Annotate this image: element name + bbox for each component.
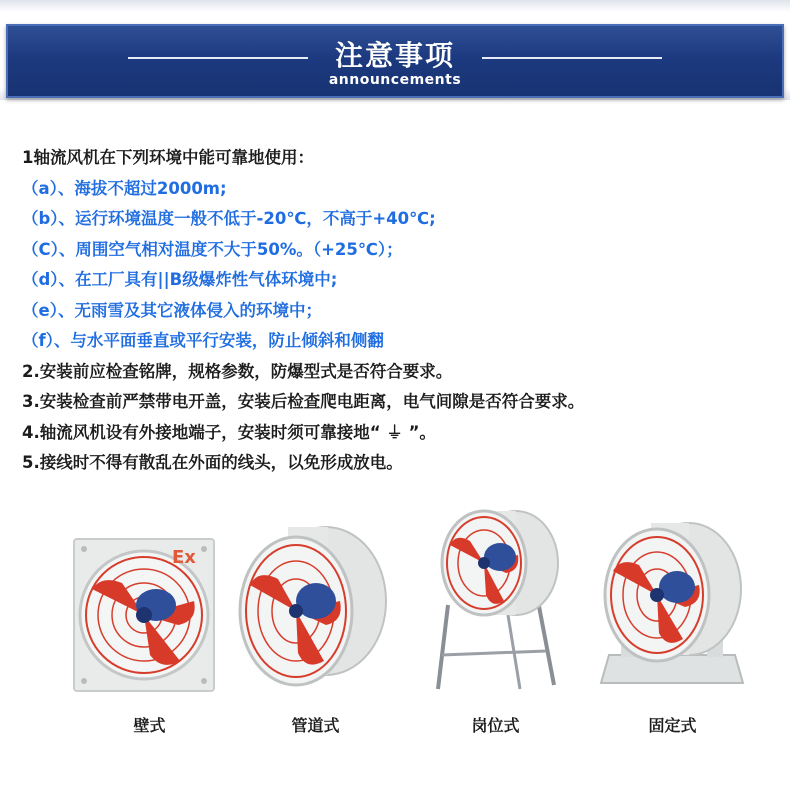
note-line: （b）、运行环境温度一般不低于-20℃，不高于+40℃;: [22, 209, 436, 228]
product-gallery: [0, 505, 790, 750]
fixed-fan-image: [585, 505, 760, 705]
product-caption: 壁式: [133, 716, 166, 735]
note-line: 4.轴流风机设有外接地端子，安装时须可靠接地“ ⏚ ”。: [22, 422, 436, 442]
product-post: [408, 505, 583, 750]
note-line: 2.安装前应检查铭牌，规格参数，防爆型式是否符合要求。: [22, 361, 453, 381]
note-line: （d）、在工厂具有||B级爆炸性气体环境中;: [22, 270, 338, 289]
note-line: 5.接线时不得有散乱在外面的线头，以免形成放电。: [22, 453, 403, 472]
page-title: 注意事项: [334, 39, 455, 72]
product-fixed: [585, 505, 760, 750]
note-line: 1轴流风机在下列环境中能可靠地使用：: [22, 148, 314, 167]
product-caption: 岗位式: [471, 716, 520, 735]
product-caption: 管道式: [291, 716, 340, 735]
notes-list: [22, 143, 782, 479]
note-line: 3.安装检查前严禁带电开盖，安装后检查爬电距离，电气间隙是否符合要求。: [22, 392, 585, 411]
product-caption: 固定式: [648, 716, 697, 735]
header-panel: [6, 24, 784, 98]
post-fan-image: [408, 505, 583, 705]
page-subtitle: announcements: [328, 72, 462, 88]
product-wall: [62, 505, 237, 750]
header-banner: [0, 0, 790, 100]
product-duct: [228, 505, 403, 750]
note-line: （C）、周围空气相对温度不大于50%。（+25℃）；: [22, 239, 403, 259]
duct-fan-image: [228, 505, 403, 705]
ex-badge: Ex: [172, 547, 196, 568]
note-line: （a）、海拔不超过2000m;: [22, 178, 227, 198]
note-line: （f）、与水平面垂直或平行安装，防止倾斜和侧翻: [22, 331, 384, 350]
note-line: （e）、无雨雪及其它液体侵入的环境中；: [22, 300, 322, 320]
wall-fan-image: [62, 505, 237, 705]
